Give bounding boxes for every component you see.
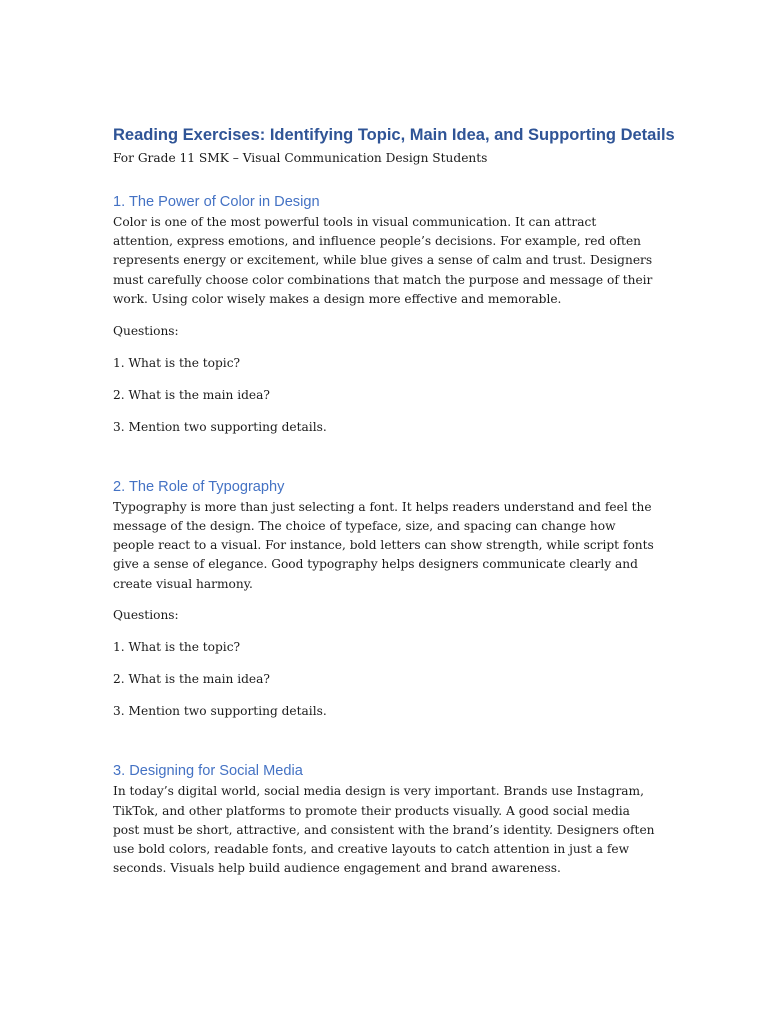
question-item: 2. What is the main idea? [113, 387, 270, 402]
section-heading: 2. The Role of Typography [113, 478, 285, 495]
section-paragraph: In today’s digital world, social media design is very important. Brands use Instagram, TikTok, and other platforms to promote their products visually. A good social media post must be short, attractive, and consistent with the brand’s identity. Designers often use bold colors, readable fonts, and creative layouts to catch attention in just a few seconds. Visuals help build audience engagement and brand awareness. [113, 784, 655, 876]
section-paragraph: Color is one of the most powerful tools in visual communication. It can attract attention, express emotions, and influence people’s decisions. For example, red often represents energy or excitement, while blue gives a sense of calm and trust. Designers must carefully choose color combinations that match the purpose and message of their work. Using color wisely makes a design more effective and memorable. [113, 215, 653, 306]
document-page [113, 122, 675, 878]
question-item: 3. Mention two supporting details. [113, 419, 327, 434]
section-color [113, 191, 658, 437]
section-social-media [113, 760, 658, 878]
questions-label: Questions: [113, 608, 179, 623]
section-typography [113, 476, 658, 722]
question-item: 1. What is the topic? [113, 355, 241, 370]
document-title: Reading Exercises: Identifying Topic, Main Idea, and Supporting Details [113, 126, 675, 144]
section-heading: 1. The Power of Color in Design [113, 194, 320, 210]
document-subtitle: For Grade 11 SMK – Visual Communication Design Students [113, 151, 488, 165]
question-item: 3. Mention two supporting details. [113, 704, 327, 719]
question-item: 2. What is the main idea? [113, 672, 270, 687]
questions-label: Questions: [113, 323, 179, 338]
section-heading: 3. Designing for Social Media [113, 763, 303, 780]
question-item: 1. What is the topic? [113, 640, 241, 655]
section-paragraph: Typography is more than just selecting a font. It helps readers understand and feel the message of the design. The choice of typeface, size, and spacing can change how people react to a visual. For instance, bold letters can show strength, while script fonts give a sense of elegance. Good typography helps designers communicate clearly and create visual harmony. [113, 499, 654, 591]
